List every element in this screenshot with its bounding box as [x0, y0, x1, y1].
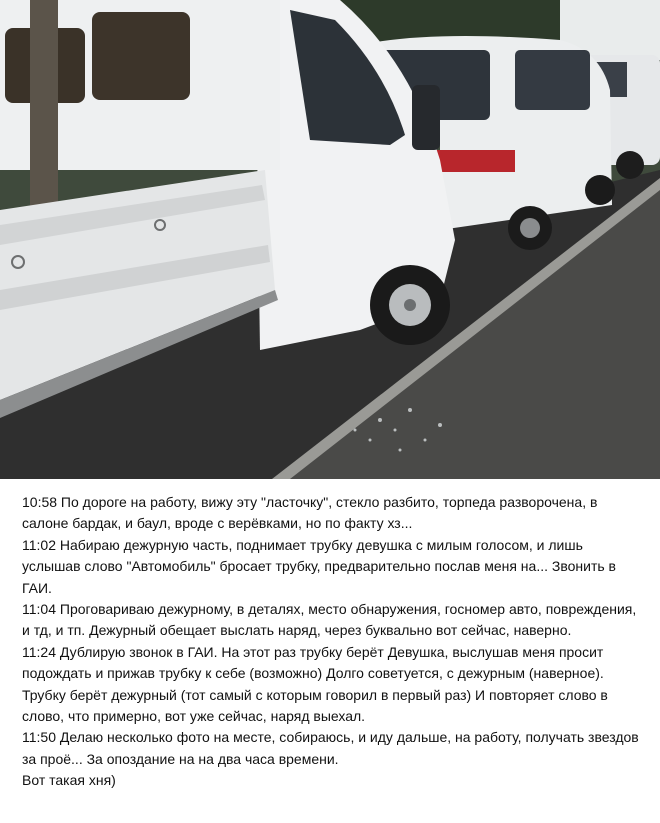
story-line: 11:50 Делаю несколько фото на месте, собираюсь, и иду дальше, на работу, получать звездов за проё... За опоздание на на два часа времени.	[22, 729, 639, 767]
story-text	[22, 492, 642, 792]
story-line: 11:24 Дублирую звонок в ГАИ. На этот раз трубку берёт Девушка, выслушав меня просит подождать и прижав трубку к себе (возможно) Долго советуется, с дежурным (наверное). Трубку берёт дежурный (тот самый с которым говорил в первый раз) И повторяет слово в слово, что примерно, вот уже сейчас, наряд выехал.	[22, 643, 608, 725]
story-line: 11:02 Набираю дежурную часть, поднимает трубку девушка с милым голосом, и лишь услышав слово "Автомобиль" бросает трубку, предварительно послав меня на... Звонить в ГАИ.	[22, 536, 616, 596]
story-line: Вот такая хня)	[22, 772, 116, 789]
story-line: 10:58 По дороге на работу, вижу эту "ласточку", стекло разбито, торпеда разворочена, в салоне бардак, и баул, вроде с верёвками, но по факту хз...	[22, 494, 598, 532]
story-line: 11:04 Проговариваю дежурному, в деталях, место обнаружения, госномер авто, повреждения, и тд, и тп. Дежурный обещает выслать наряд, через буквально вот сейчас, наверно.	[22, 601, 637, 639]
